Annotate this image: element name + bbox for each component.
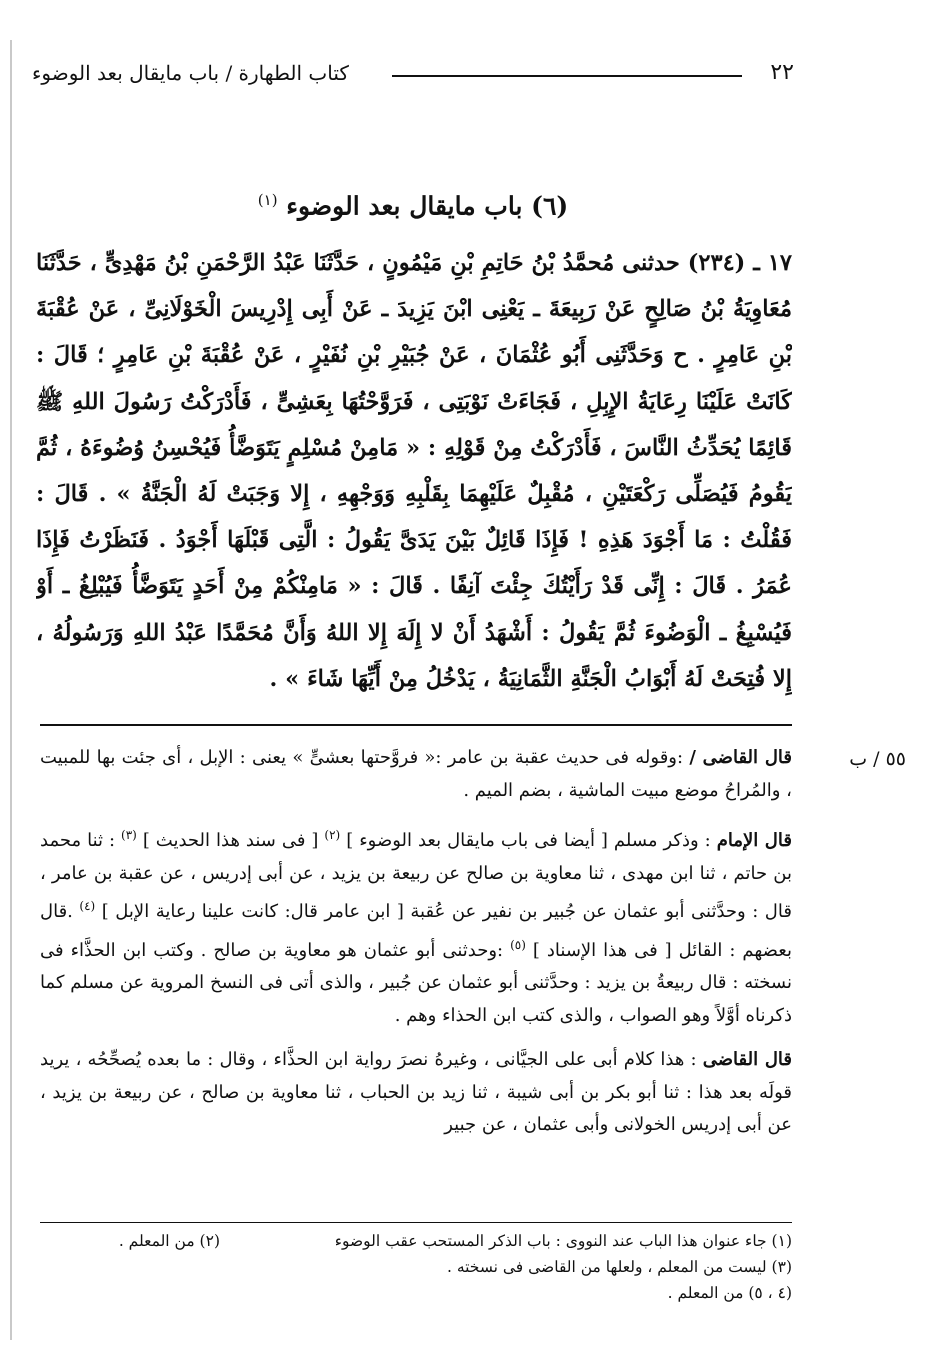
binding-edge-line xyxy=(10,40,12,1340)
commentary-text: :وحدثنى أبو عثمان هو معاوية بن صالح . وكتب ابن الحذَّاء فى نسخته : قال ربيعةُ بن يزيد : وحدَّثنى أبو عثمان عن جُبير ، والذى أتى فى النسخ المروية عن مسلم كما ذكرناه أوَّلاً وهو الصواب ، والذى كتب ابن الحذاء وهم . xyxy=(40,939,792,1026)
commentary-section xyxy=(40,742,792,1154)
commentary-speaker: قال القاضى / xyxy=(689,747,792,768)
commentary-paragraph xyxy=(40,1044,792,1142)
footnote-ref: (٥) xyxy=(510,937,526,952)
chapter-heading xyxy=(32,182,794,224)
footnote-4-5: (٤ ، ٥) من المعلم . xyxy=(667,1284,792,1302)
commentary-text: .قال بعضهم : القائل [ فى هذا الإسناد ] xyxy=(40,901,792,961)
footnote-ref: (٢) xyxy=(324,828,341,842)
chapter-title: (٦) باب مايقال بعد الوضوء xyxy=(286,191,569,221)
chapter-footnote-ref: (١) xyxy=(257,191,278,209)
commentary-paragraph xyxy=(40,819,792,1032)
commentary-text: : وذكر مسلم [ أيضا فى باب مايقال بعد الوضوء ] xyxy=(346,830,711,851)
commentary-paragraph xyxy=(40,742,792,807)
footnote-ref: (٣) xyxy=(121,828,137,842)
footnote-1: (١) جاء عنوان هذا الباب عند النووى : باب الذكر المستحب عقب الوضوء xyxy=(334,1232,792,1250)
commentary-divider xyxy=(40,724,792,726)
footnote-2: (٢) من المعلم . xyxy=(118,1232,220,1250)
commentary-text: : هذا كلام أبى على الجيَّانى ، وغيرهُ نصرَ رواية ابن الحذَّاء ، وقال : ما بعده يُصحِّحُه ، يريد قولَه بعد هذا : ثنا أبو بكر بن أبى شيبة ، ثنا زيد بن الحباب ، ثنا معاوية بن صالح ، عن ربيعة بن يزيد ، عن أبى إدريس الخولانى وأبى عثمان ، عن جبير xyxy=(40,1049,792,1135)
footnote-ref: (٤) xyxy=(79,899,96,913)
commentary-text: [ فى سند هذا الحديث ] xyxy=(142,830,319,851)
footnote-row xyxy=(40,1228,792,1254)
footnote-3: (٣) ليست من المعلم ، ولعلها من القاضى فى نسخته . xyxy=(446,1258,792,1276)
footnote-row xyxy=(40,1254,792,1280)
running-title: كتاب الطهارة / باب مايقال بعد الوضوء xyxy=(32,61,349,85)
commentary-speaker: قال الإمام xyxy=(716,830,792,851)
hadith-number: ١٧ ـ (٢٣٤) xyxy=(687,250,792,276)
manuscript-folio-note: ٥٥ / ب xyxy=(849,748,906,770)
hadith-body xyxy=(36,240,792,710)
footnotes xyxy=(40,1228,792,1306)
commentary-text: : ثنا محمد بن حاتم ، ثنا ابن مهدى ، ثنا معاوية بن صالح عن ربيعة بن يزيد ، عن أبى إدريس ، عن عقبة بن عامر ، قال : وحدَّثنى أبو عثمان عن جُبير بن نفير عن عُقبة [ ابن عامر قال: كانت علينا رعاية الإبل ] xyxy=(40,830,792,922)
commentary-text: :وقوله فى حديث عقبة بن عامر :« فروَّحتها بعشىٍّ » يعنى : الإبل ، أى جئت بها للمبيت ، والمُراحُ موضع مبيت الماشية ، بضم الميم . xyxy=(40,747,792,801)
page-number: ٢٢ xyxy=(770,60,794,85)
running-header xyxy=(32,58,794,92)
hadith-text: حدثنى مُحمَّدُ بْنُ حَاتِمِ بْنِ مَيْمُونٍ ، حَدَّثَنَا عَبْدُ الرَّحْمَنِ بْنُ مَهْدِىٍّ ، حَدَّثَنَا مُعَاوِيَةُ بْنُ صَالِحٍ عَنْ رَبِيعَةَ ـ يَعْنِى ابْنَ يَزِيدَ ـ عَنْ أَبِى إِدْرِيسَ الْخَوْلَانِىِّ ، عَنْ عُقْبَةَ بْنِ عَامِرٍ . ح وَحَدَّثَنِى أَبُو عُثْمَانَ ، عَنْ جُبَيْرِ بْنِ نُفَيْرٍ ، عَنْ عُقْبَةَ بْنِ عَامِرٍ ؛ قَالَ : كَانَتْ عَلَيْنَا رِعَايَةُ الإِبِلِ ، فَجَاءَتْ نَوْبَتِى ، فَرَوَّحْتُهَا بِعَشِىٍّ ، فَأَدْرَكْتُ رَسُولَ اللهِ ﷺ قَائِمًا يُحَدِّثُ النَّاسَ ، فَأَدْرَكْتُ مِنْ قَوْلِهِ : « مَامِنْ مُسْلِمٍ يَتَوَضَّأُ فَيُحْسِنُ وُضُوءَهُ ، ثُمَّ يَقُومُ فَيُصَلِّى رَكْعَتَيْنِ ، مُقْبِلٌ عَلَيْهِمَا بِقَلْبِهِ وَوَجْهِهِ ، إِلا وَجَبَتْ لَهُ الْجَنَّةُ » . قَالَ : فَقُلْتُ : مَا أَجْوَدَ هَذِهِ ! فَإِذَا قَائِلٌ بَيْنَ يَدَىَّ يَقُولُ : الَّتِى قَبْلَهَا أَجْوَدُ . فَنَظَرْتُ فَإِذَا عُمَرُ . قَالَ : إِنِّى قَدْ رَأَيْتُكَ جِئْتَ آنِفًا . قَالَ : « مَامِنْكُمْ مِنْ أَحَدٍ يَتَوَضَّأُ فَيُبْلِغُ ـ أَوْ فَيُسْبِغُ ـ الْوَضُوءَ ثُمَّ يَقُولُ : أَشْهَدُ أَنْ لا إِلَهَ إِلا اللهُ وَأَنَّ مُحَمَّدًا عَبْدُ اللهِ وَرَسُولُهُ ، إِلا فُتِحَتْ لَهُ أَبْوَابُ الْجَنَّةِ الثَّمَانِيَةُ ، يَدْخُلُ مِنْ أَيِّهَا شَاءَ » . xyxy=(36,250,792,692)
header-rule xyxy=(392,75,742,77)
footnote-divider xyxy=(40,1222,792,1223)
commentary-speaker: قال القاضى xyxy=(702,1049,792,1070)
footnote-row xyxy=(40,1280,792,1306)
